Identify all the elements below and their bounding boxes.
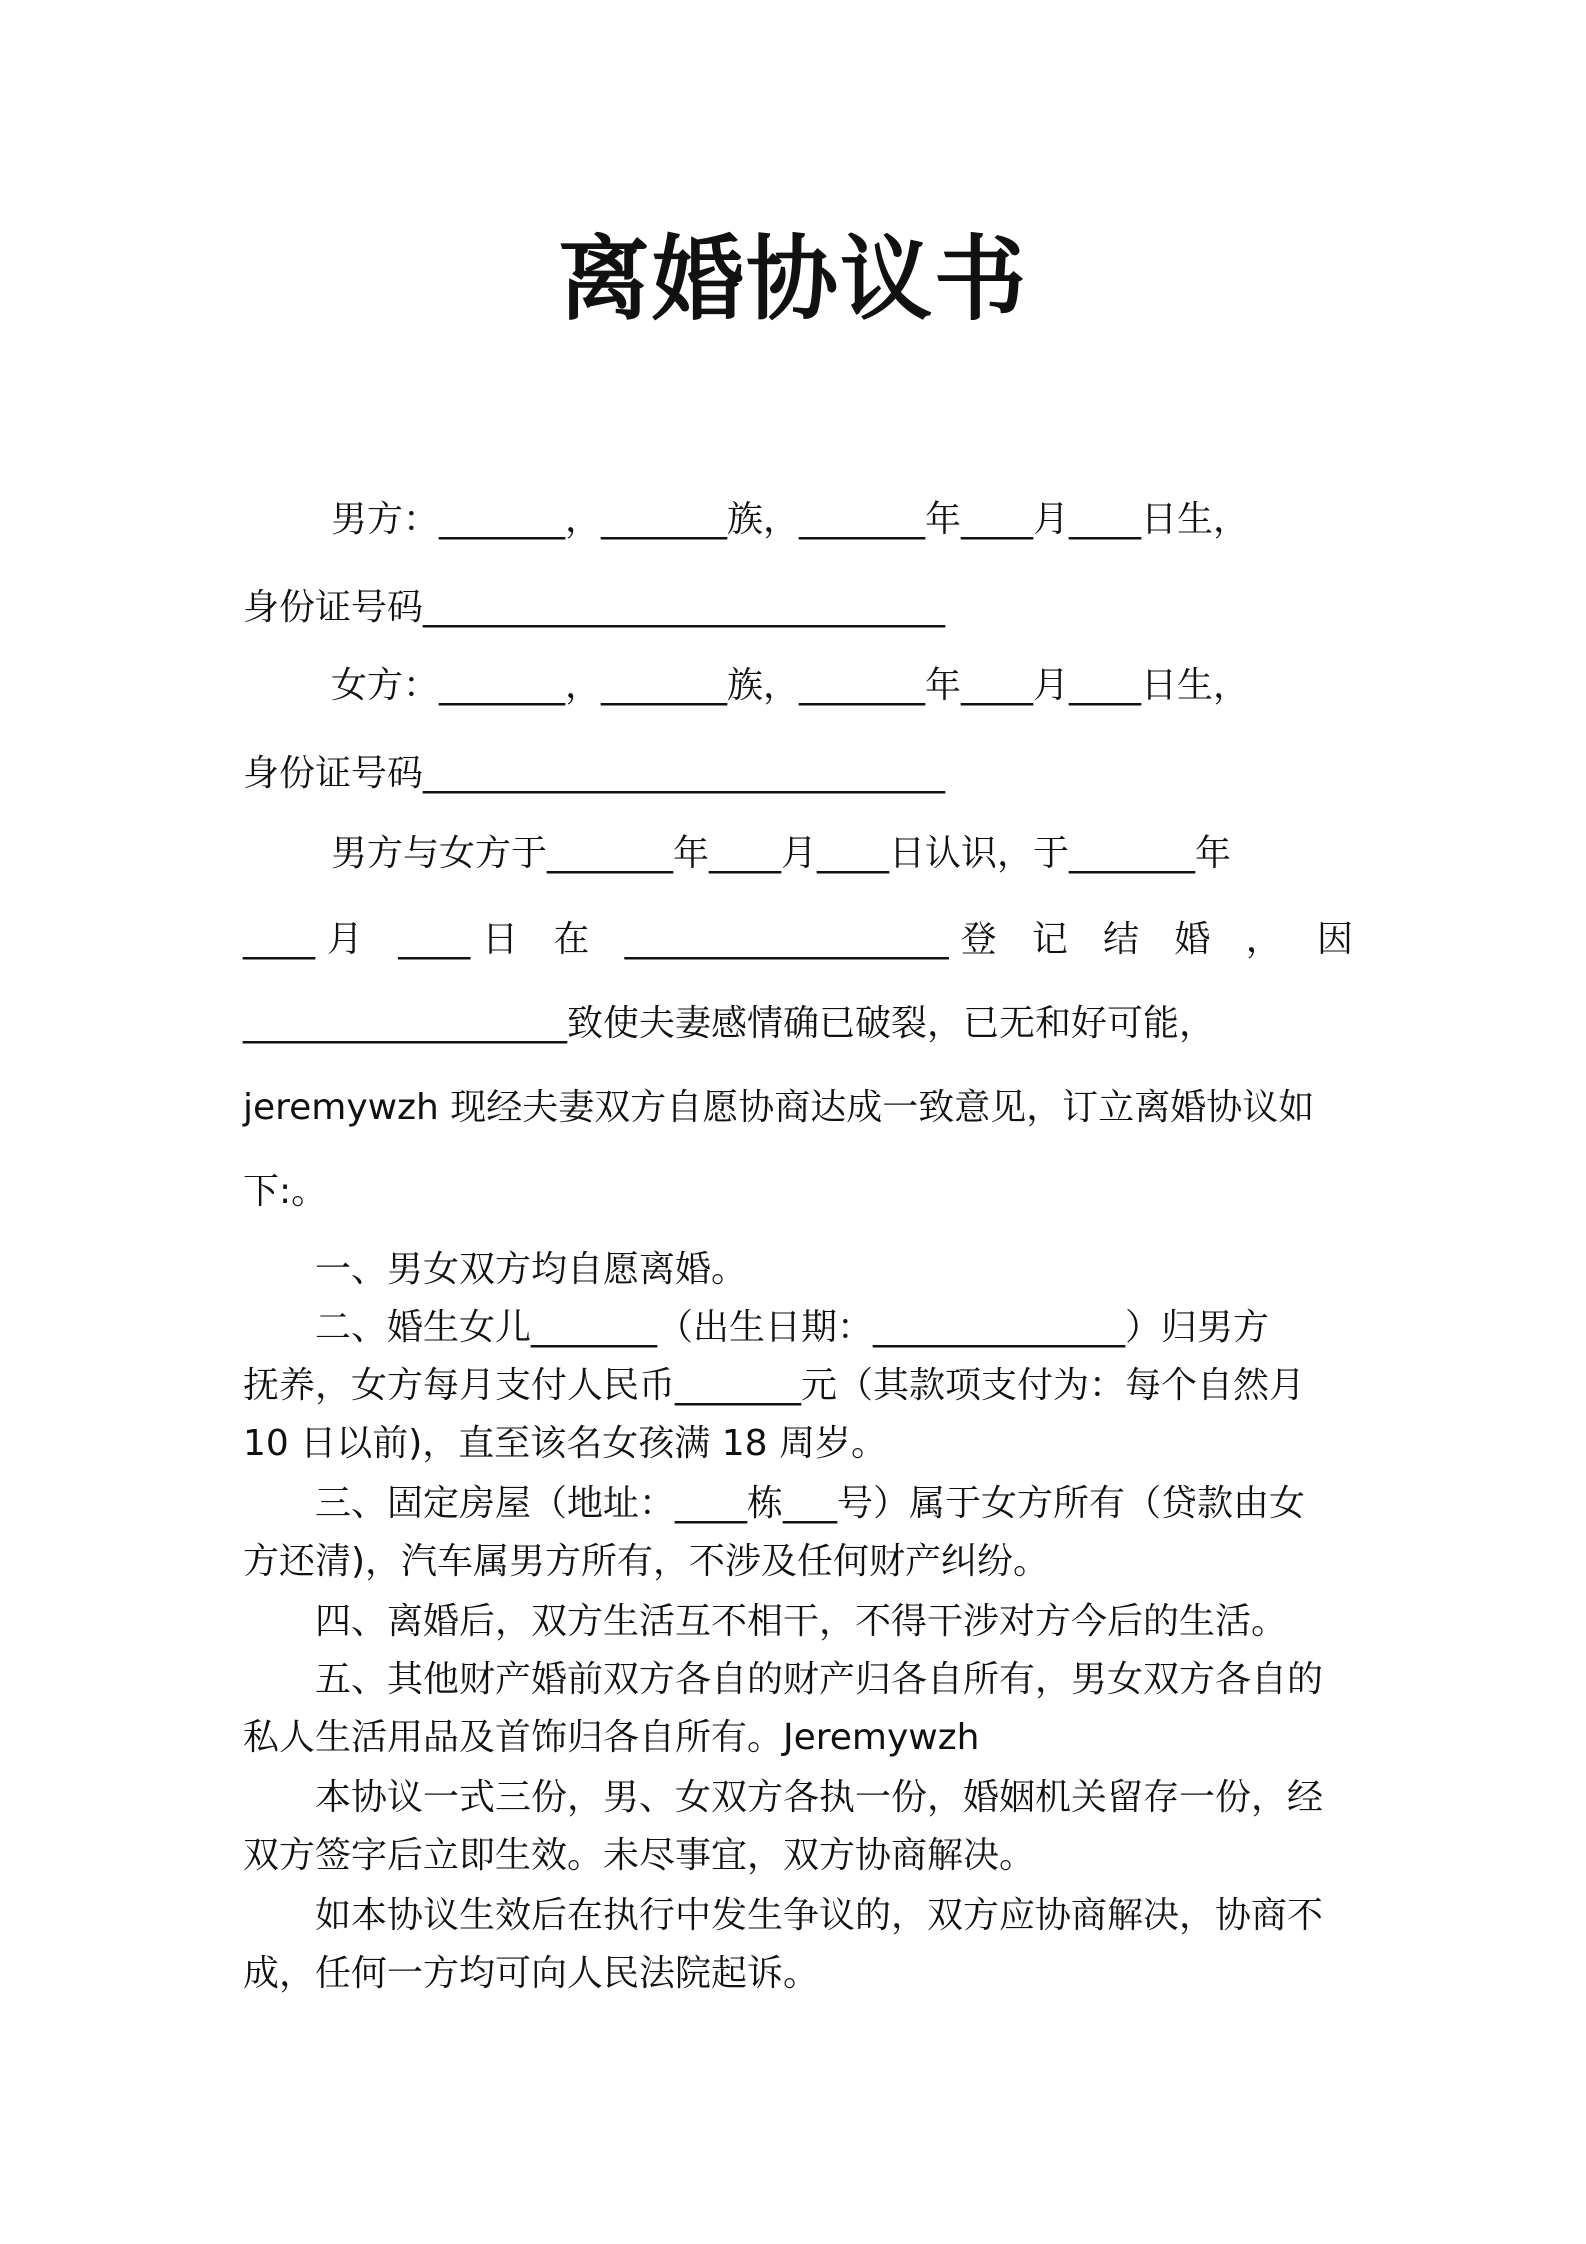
agreement-intro-line: jeremywzh 现经夫妻双方自愿协商达成一致意见，订立离婚协议如 bbox=[243, 1087, 1315, 1128]
female-id-line: 身份证号码_____________________________ bbox=[243, 753, 946, 794]
clause-4-line: 四、离婚后，双方生活互不相干，不得干涉对方今后的生活。 bbox=[315, 1601, 1288, 1642]
acquaintance-line: 男方与女方于_______年____月____日认识，于_______年 bbox=[331, 833, 1232, 874]
clause-2-line-3: 10 日以前)，直至该名女孩满 18 周岁。 bbox=[243, 1423, 887, 1464]
clause-5-line-1: 五、其他财产婚前双方各自的财产归各自所有，男女双方各自的 bbox=[315, 1659, 1324, 1700]
clause-5-line-2: 私人生活用品及首饰归各自所有。Jeremywzh bbox=[243, 1717, 980, 1758]
male-id-line: 身份证号码_____________________________ bbox=[243, 587, 946, 628]
clause-3-line-1: 三、固定房屋（地址：____栋___号）属于女方所有（贷款由女 bbox=[315, 1483, 1306, 1524]
agreement-intro-end-line: 下:。 bbox=[243, 1171, 328, 1212]
female-party-line: 女方：_______，_______族，_______年____月____日生， bbox=[331, 665, 1250, 706]
copies-line-1: 本协议一式三份，男、女双方各执一份，婚姻机关留存一份，经 bbox=[315, 1777, 1324, 1818]
dispute-line-1: 如本协议生效后在执行中发生争议的，双方应协商解决，协商不 bbox=[315, 1895, 1324, 1936]
dispute-line-2: 成，任何一方均可向人民法院起诉。 bbox=[243, 1953, 820, 1994]
copies-line-2: 双方签字后立即生效。未尽事宜，双方协商解决。 bbox=[243, 1835, 1036, 1876]
breakdown-line: __________________致使夫妻感情确已破裂，已无和好可能， bbox=[243, 1003, 1216, 1044]
document-title: 离婚协议书 bbox=[557, 226, 1028, 333]
clause-1-line: 一、男女双方均自愿离婚。 bbox=[315, 1249, 748, 1290]
marriage-registration-line: ____月 ____日 在 __________________登 记 结 婚 ， 因 bbox=[243, 919, 1353, 960]
clause-2-line-1: 二、婚生女儿_______（出生日期：______________）归男方 bbox=[315, 1307, 1270, 1348]
clause-3-line-2: 方还清)，汽车属男方所有，不涉及任何财产纠纷。 bbox=[243, 1541, 1050, 1582]
male-party-line: 男方：_______，_______族，_______年____月____日生， bbox=[331, 499, 1250, 540]
clause-2-line-2: 抚养，女方每月支付人民币_______元（其款项支付为：每个自然月 bbox=[243, 1365, 1306, 1406]
